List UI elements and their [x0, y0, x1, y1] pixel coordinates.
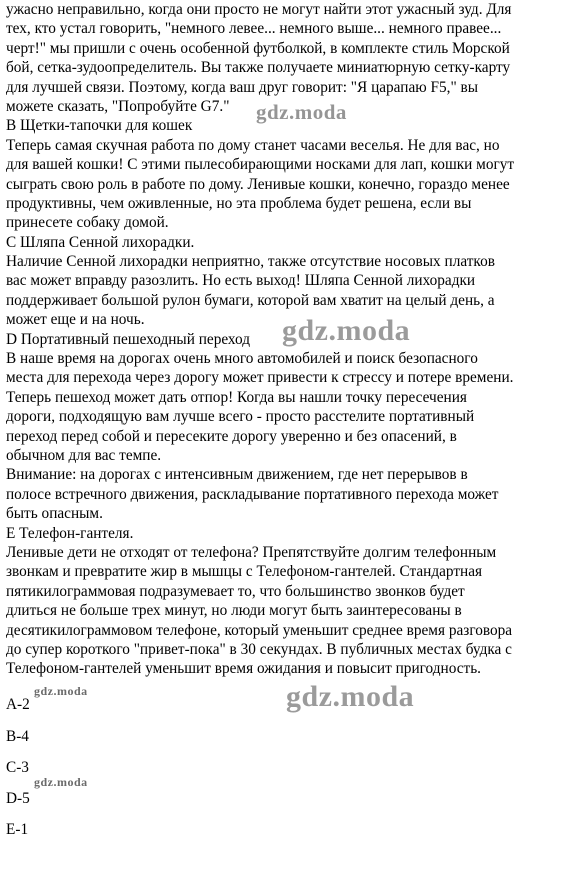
- text-line: десятикилограммовом телефоне, который уменьшит среднее время разговора: [6, 621, 513, 639]
- section-heading-e: E Телефон-гантеля.: [6, 524, 134, 542]
- watermark: gdz.moda: [34, 775, 88, 789]
- text-line: до супер короткого "привет-пока" в 30 секундах. В публичных местах будка с: [6, 640, 512, 658]
- text-line: дороги, подходящую вам лучше всего - просто расстелите портативный: [6, 408, 475, 426]
- watermark: gdz.moda: [286, 680, 415, 713]
- text-line: места для перехода через дорогу может привести к стрессу и потере времени.: [6, 369, 514, 387]
- text-line: можете сказать, "Попробуйте G7.": [6, 97, 230, 115]
- text-line: Теперь пешеход может дать отпор! Когда вы нашли точку пересечения: [6, 388, 467, 406]
- answer-d: D-5: [6, 790, 30, 807]
- text-line: Внимание: на дорогах с интенсивным движением, где нет перерывов в: [6, 466, 468, 484]
- text-line: быть опасным.: [6, 505, 103, 523]
- text-line: поддерживает большой рулон бумаги, которой вам хватит на целый день, а: [6, 291, 495, 309]
- text-line: вас может вправду разозлить. Но есть выход! Шляпа Сенной лихорадки: [6, 272, 476, 290]
- text-line: Теперь самая скучная работа по дому станет часами веселья. Не для вас, но: [6, 136, 500, 154]
- text-line: ужасно неправильно, когда они просто не могут найти этот ужасный зуд. Для: [6, 1, 512, 18]
- answer-b: B-4: [6, 728, 29, 745]
- text-line: для вашей кошки! С этими пылесобирающими носками для лап, кошки могут: [6, 156, 515, 174]
- text-line: длиться не больше трех минут, но люди могут быть заинтересованы в: [6, 602, 462, 620]
- text-line: обычном для вас темпе.: [6, 446, 162, 464]
- answer-a: A-2: [6, 696, 30, 713]
- text-line: В наше время на дорогах очень много автомобилей и поиск безопасного: [6, 350, 478, 368]
- answer-e: E-1: [6, 821, 29, 838]
- watermark: gdz.moda: [282, 314, 411, 347]
- text-line: тех, кто устал говорить, "немного левее... немного выше... немного правее...: [6, 20, 502, 38]
- text-line: для лучшей связи. Поэтому, когда ваш друг говорит: "Я царапаю F5," вы: [6, 78, 479, 96]
- text-line: черт!" мы пришли с очень особенной футболкой, в комплекте стиль Морской: [6, 39, 510, 57]
- answer-c: C-3: [6, 759, 29, 776]
- text-line: продуктивны, чем оживленные, но эта проблема будет решена, если вы: [6, 194, 472, 212]
- text-line: Наличие Сенной лихорадки неприятно, также отсутствие носовых платков: [6, 253, 495, 271]
- watermark: gdz.moda: [34, 684, 88, 698]
- text-line: принесете собаку домой.: [6, 214, 169, 232]
- text-line: звонкам и превратите жир в мышцы с Телефоном-гантелей. Стандартная: [6, 563, 483, 581]
- text-line: может еще и на ночь.: [6, 311, 145, 329]
- watermark: gdz.moda: [256, 100, 347, 124]
- text-line: пятикилограммовая подразумевает то, что большинство звонков будет: [6, 582, 465, 600]
- text-line: полосе встречного движения, раскладывание портативного перехода может: [6, 485, 499, 503]
- section-heading-b: B Щетки-тапочки для кошек: [6, 117, 193, 135]
- text-line: сыграть свою роль в работе по дому. Ленивые кошки, конечно, гораздо менее: [6, 175, 510, 193]
- text-line: Телефоном-гантелей уменьшит время ожидания и повысит пригодность.: [6, 660, 482, 678]
- text-line: бой, сетка-зудоопределитель. Вы также получаете миниатюрную сетку-карту: [6, 59, 511, 77]
- section-heading-d: D Портативный пешеходный переход: [6, 330, 250, 348]
- text-line: переход перед собой и пересеките дорогу уверенно и без опасений, в: [6, 427, 457, 445]
- text-line: Ленивые дети не отходят от телефона? Препятствуйте долгим телефонным: [6, 543, 497, 561]
- section-heading-c: C Шляпа Сенной лихорадки.: [6, 233, 195, 251]
